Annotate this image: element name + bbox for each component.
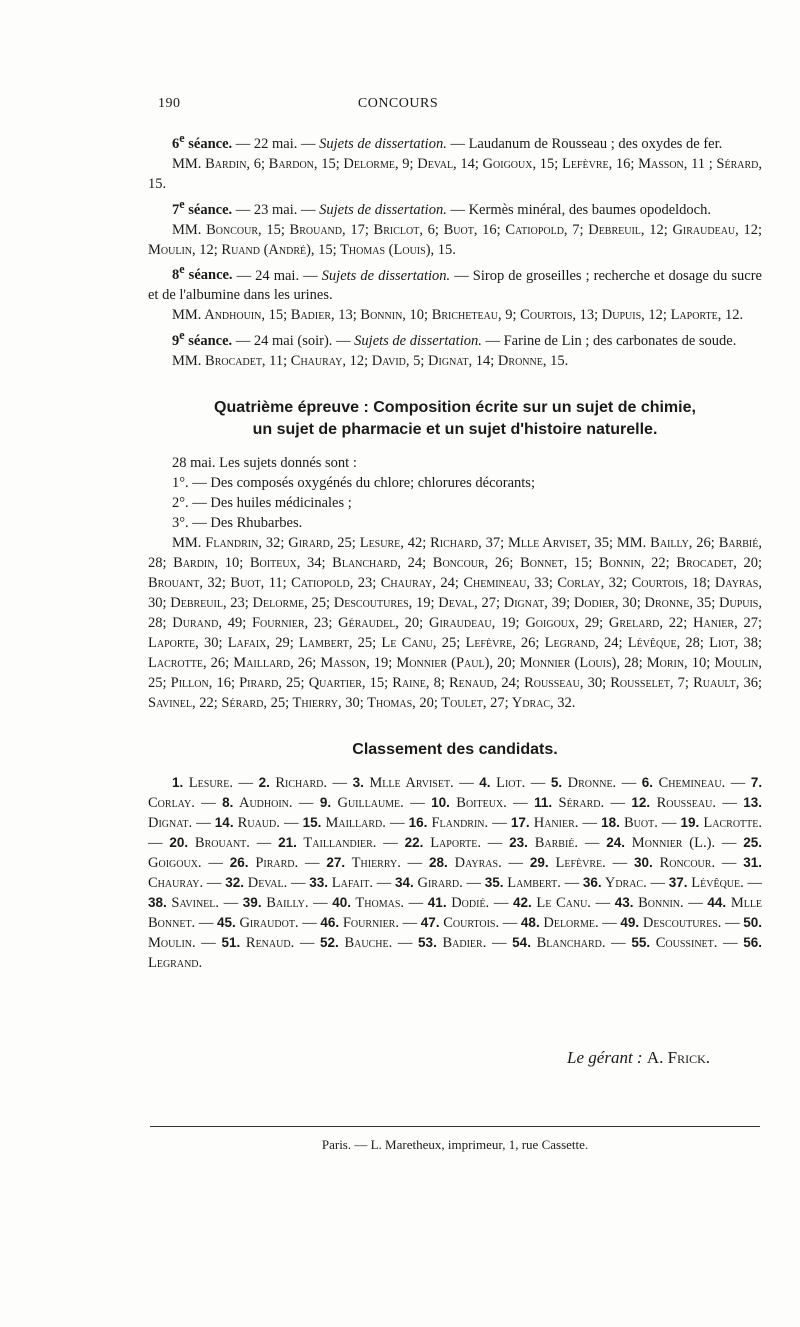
seance-7-grades: MM. Boncour, 15; Brouand, 17; Briclot, 6; Buot, 16; Catiopold, 7; Debreuil, 12; Giraudeau, 12; Moulin, 12; Ruand (André), 15; Thomas (Louis), 15. bbox=[148, 221, 762, 258]
rank-name: Chauray. bbox=[148, 875, 204, 892]
ranking-paragraph: 1. Lesure. — 2. Richard. — 3. Mlle Arviset. — 4. Liot. — 5. Dronne. — 6. Chemineau. — 7. Corlay. — 8. Audhoin. — 9. Guillaume. — 10. Boiteux. — 11. Sérard. — 12. Rousseau. — 13. Dignat. — 14. Ruaud. — 15. Maillard. — 16. Flandrin. — 17. Hanier. — 18. Buot. — 19. Lacrotte. — 20. Brouant. — 21. Taillandier. — 22. Laporte. — 23. Barbié. — 24. Monnier (L.). — 25. Goigoux. — 26. Pirard. — 27. Thierry. — 28. Dayras. — 29. Lefèvre. — 30. Roncour. — 31. Chauray. — 32. Deval. — 33. Lafait. — 34. Girard. — 35. Lambert. — 36. Ydrac. — 37. Lévêque. — 38. Savinel. — 39. Bailly. — 40. Thomas. — 41. Dodié. — 42. Le Canu. — 43. Bonnin. — 44. Mlle Bonnet. — 45. Giraudot. — 46. Fournier. — 47. Courtois. — 48. Delorme. — 49. Descoutures. — 50. Moulin. — 51. Renaud. — 52. Bauche. — 53. Badier. — 54. Blanchard. — 55. Coussinet. — 56. Legrand. bbox=[148, 775, 763, 972]
topic-label: Sujets de dissertation. bbox=[354, 333, 482, 350]
rank-name: Laporte. bbox=[423, 835, 481, 852]
seance-6-heading bbox=[148, 128, 762, 154]
rank-number: 47. bbox=[420, 915, 440, 931]
rank-number: 32. bbox=[225, 875, 244, 891]
topic-label: Sujets de dissertation. bbox=[319, 135, 447, 152]
rank-number: 50. bbox=[743, 915, 763, 931]
rank-number: 26. bbox=[229, 855, 249, 871]
rank-number: 54. bbox=[512, 935, 531, 951]
seance-topics: — Kermès minéral, des baumes opodeldoch. bbox=[450, 201, 711, 218]
rank-number: 15. bbox=[302, 815, 322, 831]
seance-8-grades: MM. Andhouin, 15; Badier, 13; Bonnin, 10; Bricheteau, 9; Courtois, 13; Dupuis, 12; Laporte, 12. bbox=[172, 307, 744, 324]
rank-name: Fournier. bbox=[339, 915, 399, 932]
rank-name: Corlay. bbox=[148, 795, 195, 812]
rank-name: Richard. bbox=[269, 775, 328, 792]
seance-date: — 24 mai. — bbox=[236, 267, 318, 284]
rank-name: Thierry. bbox=[345, 855, 401, 872]
rank-name: Maillard. bbox=[321, 815, 386, 832]
rank-number: 11. bbox=[534, 795, 553, 811]
seance-7-heading bbox=[148, 194, 762, 220]
rank-name: Descoutures. bbox=[639, 915, 722, 932]
seance-topics: — Farine de Lin ; des carbonates de soude. bbox=[485, 333, 737, 350]
page-number: 190 bbox=[158, 96, 181, 111]
ranking-list bbox=[148, 773, 762, 973]
rank-number: 56. bbox=[743, 935, 762, 951]
rank-number: 1. bbox=[172, 775, 184, 791]
rank-name: Lambert. bbox=[503, 875, 561, 892]
rank-number: 53. bbox=[418, 935, 437, 951]
rank-number: 31. bbox=[743, 855, 763, 871]
topic-label: Sujets de dissertation. bbox=[319, 201, 447, 218]
rank-name: Ydrac. bbox=[601, 875, 647, 892]
rank-number: 28. bbox=[429, 855, 448, 871]
seance-9-heading bbox=[148, 325, 762, 351]
rank-number: 39. bbox=[242, 895, 262, 911]
rank-number: 44. bbox=[707, 895, 727, 911]
rank-name: Pirard. bbox=[248, 855, 299, 872]
rank-number: 30. bbox=[633, 855, 653, 871]
seance-number: 9e séance. bbox=[172, 328, 233, 350]
rank-number: 3. bbox=[352, 775, 364, 791]
topic-label: Sujets de dissertation. bbox=[321, 267, 451, 284]
rank-name: Bonnin. bbox=[633, 895, 684, 912]
rank-number: 23. bbox=[509, 835, 528, 851]
seance-number: 6e séance. bbox=[172, 131, 233, 152]
seance-9-grades: MM. Brocadet, 11; Chauray, 12; David, 5; Dignat, 14; Dronne, 15. bbox=[172, 353, 569, 370]
seance-number: 8e séance. bbox=[172, 262, 233, 284]
rank-number: 41. bbox=[427, 895, 447, 911]
rank-number: 55. bbox=[631, 935, 651, 951]
rank-name: Thomas. bbox=[351, 895, 405, 912]
rank-name: Rousseau. bbox=[650, 795, 716, 812]
rank-name: Mlle Bonnet. bbox=[148, 895, 763, 932]
section-heading-quatrieme bbox=[148, 397, 762, 441]
rank-number: 2. bbox=[258, 775, 270, 791]
rank-name: Girard. bbox=[413, 875, 463, 892]
rank-name: Le Canu. bbox=[531, 895, 591, 912]
rank-name: Taillandier. bbox=[296, 835, 377, 852]
rank-name: Badier. bbox=[436, 935, 487, 952]
rank-name: Monnier (L.). bbox=[624, 835, 716, 852]
rank-number: 13. bbox=[743, 795, 763, 811]
rank-name: Sérard. bbox=[552, 795, 605, 812]
subject-item: 2°. — Des huiles médicinales ; bbox=[172, 495, 352, 512]
seance-number: 7e séance. bbox=[172, 196, 233, 218]
rank-name: Goigoux. bbox=[148, 855, 202, 872]
rank-number: 27. bbox=[326, 855, 346, 871]
rank-name: Boiteux. bbox=[449, 795, 507, 812]
rank-number: 8. bbox=[222, 795, 234, 811]
signature-label: Le gérant : bbox=[567, 1048, 643, 1067]
seance-6-grades: MM. Bardin, 6; Bardon, 15; Delorme, 9; Deval, 14; Goigoux, 15; Lefèvre, 16; Masson, 11 ; Sérard, 15. bbox=[148, 155, 762, 192]
seance-topics: — Laudanum de Rousseau ; des oxydes de fer. bbox=[450, 135, 723, 152]
rank-number: 51. bbox=[221, 935, 241, 951]
rank-name: Bailly. bbox=[261, 895, 309, 912]
rank-number: 34. bbox=[394, 875, 414, 891]
rank-name: Coussinet. bbox=[650, 935, 718, 952]
rank-name: Buot. bbox=[619, 815, 658, 832]
rank-name: Blanchard. bbox=[530, 935, 606, 952]
rank-number: 43. bbox=[614, 895, 634, 911]
rank-name: Bauche. bbox=[338, 935, 393, 952]
signature-name: A. Frick. bbox=[646, 1048, 710, 1067]
rank-name: Roncour. bbox=[652, 855, 716, 872]
rank-number: 45. bbox=[217, 915, 236, 931]
rank-number: 21. bbox=[278, 835, 297, 851]
rank-number: 24. bbox=[606, 835, 625, 851]
rank-name: Hanier. bbox=[529, 815, 579, 832]
rank-name: Lévêque. bbox=[687, 875, 744, 892]
rank-name: Brouant. bbox=[188, 835, 250, 852]
section-heading-classement: Classement des candidats. bbox=[352, 741, 558, 759]
rank-number: 48. bbox=[520, 915, 540, 931]
rank-name: Barbié. bbox=[527, 835, 579, 852]
rank-name: Dayras. bbox=[447, 855, 502, 872]
rank-number: 52. bbox=[320, 935, 339, 951]
rank-number: 9. bbox=[319, 795, 332, 811]
rank-name: Moulin. bbox=[148, 935, 196, 952]
rank-name: Dignat. bbox=[148, 815, 193, 832]
signature bbox=[567, 1048, 710, 1068]
rank-name: Dronne. bbox=[562, 775, 617, 792]
running-title: CONCOURS bbox=[357, 96, 439, 111]
rank-number: 35. bbox=[484, 875, 504, 891]
rank-number: 22. bbox=[404, 835, 424, 851]
rank-name: Delorme. bbox=[539, 915, 599, 932]
rank-name: Lacrotte. bbox=[699, 815, 763, 832]
rank-number: 29. bbox=[529, 855, 549, 871]
rank-name: Lefèvre. bbox=[548, 855, 606, 872]
rank-number: 14. bbox=[214, 815, 234, 831]
rank-name: Guillaume. bbox=[331, 795, 404, 812]
rank-name: Deval. bbox=[243, 875, 288, 892]
rank-name: Savinel. bbox=[166, 895, 220, 912]
seance-topics: — Sirop de groseilles ; recherche et dosage du sucre et de l'albumine dans les urines. bbox=[148, 267, 762, 304]
rank-number: 19. bbox=[680, 815, 700, 831]
rank-number: 5. bbox=[550, 775, 563, 791]
rank-number: 16. bbox=[408, 815, 428, 831]
rank-number: 49. bbox=[620, 915, 640, 931]
rank-number: 33. bbox=[309, 875, 328, 891]
section-heading-line: Quatrième épreuve : Composition écrite sur un sujet de chimie, bbox=[214, 399, 696, 417]
rank-number: 46. bbox=[320, 915, 340, 931]
page-body bbox=[148, 128, 762, 973]
rank-number: 25. bbox=[743, 835, 763, 851]
quatrieme-grades: MM. Flandrin, 32; Girard, 25; Lesure, 42; Richard, 37; Mlle Arviset, 35; MM. Bailly, 26; Barbié, 28; Bardin, 10; Boiteux, 34; Blanchard, 24; Boncour, 26; Bonnet, 15; Bonnin, 22; Brocadet, 20; Brouant, 32; Buot, 11; Catiopold, 23; Chauray, 24; Chemineau, 33; Corlay, 32; Courtois, 18; Dayras, 30; Debreuil, 23; Delorme, 25; Descoutures, 19; Deval, 27; Dignat, 39; Dodier, 30; Dronne, 35; Dupuis, 28; Durand, 49; Fournier, 23; Géraudel, 20; Giraudeau, 19; Goigoux, 29; Grelard, 22; Hanier, 27; Laporte, 30; Lafaix, 29; Lambert, 25; Le Canu, 25; Lefèvre, 26; Legrand, 24; Lévêque, 28; Liot, 38; Lacrotte, 26; Maillard, 26; Masson, 19; Monnier (Paul), 20; Monnier (Louis), 28; Morin, 10; Moulin, 25; Pillon, 16; Pirard, 25; Quartier, 15; Raine, 8; Renaud, 24; Rousseau, 30; Rousselet, 7; Ruault, 36; Savinel, 22; Sérard, 25; Thierry, 30; Thomas, 20; Toulet, 27; Ydrac, 32. bbox=[148, 535, 762, 712]
seance-8-heading bbox=[148, 260, 762, 306]
seance-date: — 22 mai. — bbox=[235, 135, 316, 152]
subject-item: 3°. — Des Rhubarbes. bbox=[172, 515, 303, 532]
rank-number: 36. bbox=[582, 875, 602, 891]
rank-name: Courtois. bbox=[439, 915, 500, 932]
rank-name: Mlle Arviset. bbox=[363, 775, 454, 792]
subjects-intro: 28 mai. Les sujets donnés sont : bbox=[172, 455, 357, 472]
subject-item: 1°. — Des composés oxygénés du chlore; chlorures décorants; bbox=[172, 475, 535, 492]
rank-number: 12. bbox=[631, 795, 651, 811]
rank-number: 40. bbox=[332, 895, 352, 911]
seance-date: — 23 mai. — bbox=[235, 201, 316, 218]
seance-date: — 24 mai (soir). — bbox=[235, 333, 351, 350]
section-heading-line: un sujet de pharmacie et un sujet d'histoire naturelle. bbox=[252, 421, 658, 439]
rank-number: 7. bbox=[750, 775, 763, 791]
rank-name: Chemineau. bbox=[653, 775, 726, 792]
rank-name: Dodié. bbox=[446, 895, 490, 912]
rank-number: 17. bbox=[510, 815, 530, 831]
rank-name: Renaud. bbox=[240, 935, 295, 952]
rank-name: Liot. bbox=[490, 775, 526, 792]
rank-number: 37. bbox=[668, 875, 688, 891]
rank-number: 10. bbox=[431, 795, 450, 811]
footer-rule bbox=[150, 1126, 760, 1127]
rank-number: 42. bbox=[512, 895, 532, 911]
rank-name: Flandrin. bbox=[427, 815, 489, 832]
rank-number: 6. bbox=[641, 775, 654, 791]
rank-number: 20. bbox=[169, 835, 189, 851]
rank-number: 38. bbox=[148, 895, 167, 911]
printer-imprint: Paris. — L. Maretheux, imprimeur, 1, rue Cassette. bbox=[321, 1137, 589, 1152]
rank-name: Lafait. bbox=[328, 875, 373, 892]
rank-number: 4. bbox=[479, 775, 491, 791]
rank-name: Giraudot. bbox=[235, 915, 299, 932]
page-header bbox=[158, 96, 638, 116]
rank-name: Audhoin. bbox=[233, 795, 293, 812]
rank-number: 18. bbox=[601, 815, 620, 831]
rank-name: Ruaud. bbox=[233, 815, 280, 832]
rank-name: Legrand. bbox=[148, 955, 203, 972]
rank-name: Lesure. bbox=[183, 775, 233, 792]
